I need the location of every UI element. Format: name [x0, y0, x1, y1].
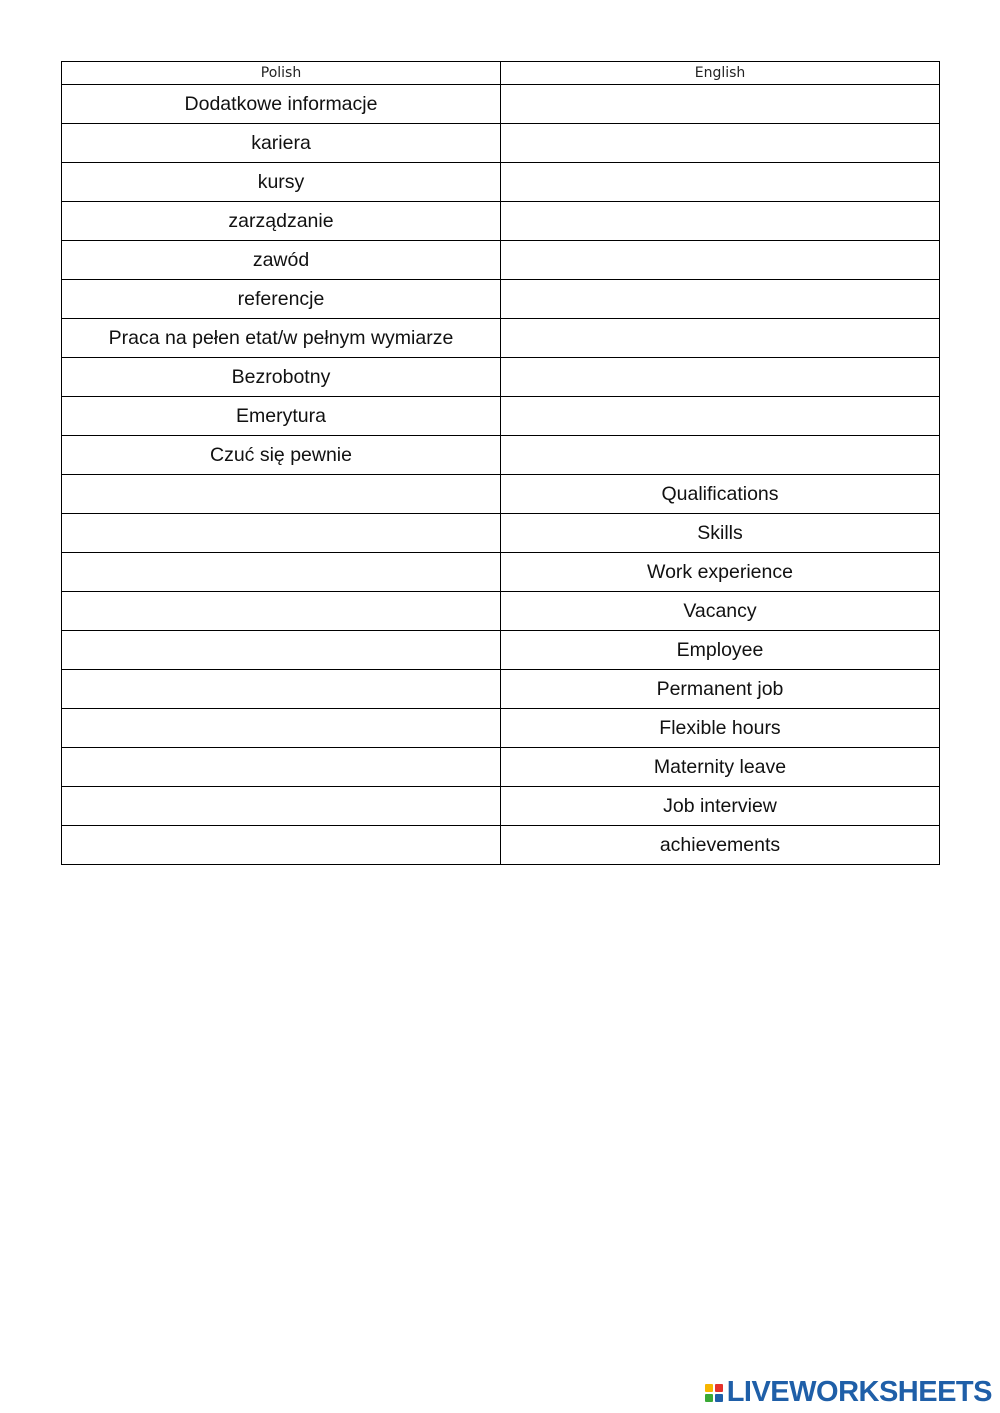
- cell-polish[interactable]: [62, 787, 501, 826]
- table-row: [62, 670, 940, 709]
- cell-polish[interactable]: [62, 475, 501, 514]
- table-row: [62, 514, 940, 553]
- logo-square-red: [715, 1384, 723, 1392]
- table-row: [62, 826, 940, 865]
- cell-polish: Praca na pełen etat/w pełnym wymiarze: [62, 319, 501, 358]
- cell-polish: Emerytura: [62, 397, 501, 436]
- cell-polish: referencje: [62, 280, 501, 319]
- table-row: [62, 202, 940, 241]
- liveworksheets-logo: [705, 1378, 992, 1407]
- table-row: [62, 280, 940, 319]
- table-row: [62, 397, 940, 436]
- table-row: [62, 748, 940, 787]
- header-polish: Polish: [62, 62, 501, 85]
- cell-english: Skills: [501, 514, 940, 553]
- cell-polish[interactable]: [62, 709, 501, 748]
- table-row: [62, 436, 940, 475]
- cell-english[interactable]: [501, 163, 940, 202]
- liveworksheets-icon: [705, 1384, 723, 1402]
- cell-english[interactable]: [501, 85, 940, 124]
- cell-english[interactable]: [501, 124, 940, 163]
- table-row: [62, 475, 940, 514]
- table-header-row: [62, 62, 940, 85]
- cell-polish[interactable]: [62, 553, 501, 592]
- cell-polish[interactable]: [62, 826, 501, 865]
- table-row: [62, 358, 940, 397]
- cell-polish: Dodatkowe informacje: [62, 85, 501, 124]
- logo-square-blue: [715, 1394, 723, 1402]
- cell-polish[interactable]: [62, 670, 501, 709]
- cell-english[interactable]: [501, 202, 940, 241]
- table-row: [62, 787, 940, 826]
- cell-polish: Bezrobotny: [62, 358, 501, 397]
- header-english: English: [501, 62, 940, 85]
- cell-polish[interactable]: [62, 514, 501, 553]
- logo-square-yellow: [705, 1384, 713, 1392]
- cell-english[interactable]: [501, 280, 940, 319]
- cell-polish: Czuć się pewnie: [62, 436, 501, 475]
- table-row: [62, 124, 940, 163]
- cell-english: Permanent job: [501, 670, 940, 709]
- cell-english[interactable]: [501, 358, 940, 397]
- cell-polish: zarządzanie: [62, 202, 501, 241]
- table-row: [62, 592, 940, 631]
- cell-english[interactable]: [501, 319, 940, 358]
- cell-english[interactable]: [501, 436, 940, 475]
- cell-english: Work experience: [501, 553, 940, 592]
- cell-polish[interactable]: [62, 748, 501, 787]
- cell-polish[interactable]: [62, 592, 501, 631]
- cell-english[interactable]: [501, 397, 940, 436]
- logo-square-green: [705, 1394, 713, 1402]
- cell-english: achievements: [501, 826, 940, 865]
- cell-english: Job interview: [501, 787, 940, 826]
- cell-english: Employee: [501, 631, 940, 670]
- cell-polish[interactable]: [62, 631, 501, 670]
- cell-english: Flexible hours: [501, 709, 940, 748]
- table-row: [62, 553, 940, 592]
- cell-polish: kariera: [62, 124, 501, 163]
- cell-english: Qualifications: [501, 475, 940, 514]
- cell-polish: kursy: [62, 163, 501, 202]
- table-row: [62, 85, 940, 124]
- cell-english[interactable]: [501, 241, 940, 280]
- cell-english: Maternity leave: [501, 748, 940, 787]
- vocabulary-table: [61, 61, 940, 865]
- table-row: [62, 709, 940, 748]
- logo-text: LIVEWORKSHEETS: [726, 1376, 992, 1408]
- table-row: [62, 241, 940, 280]
- cell-polish: zawód: [62, 241, 501, 280]
- cell-english: Vacancy: [501, 592, 940, 631]
- table-row: [62, 631, 940, 670]
- table-row: [62, 319, 940, 358]
- table-row: [62, 163, 940, 202]
